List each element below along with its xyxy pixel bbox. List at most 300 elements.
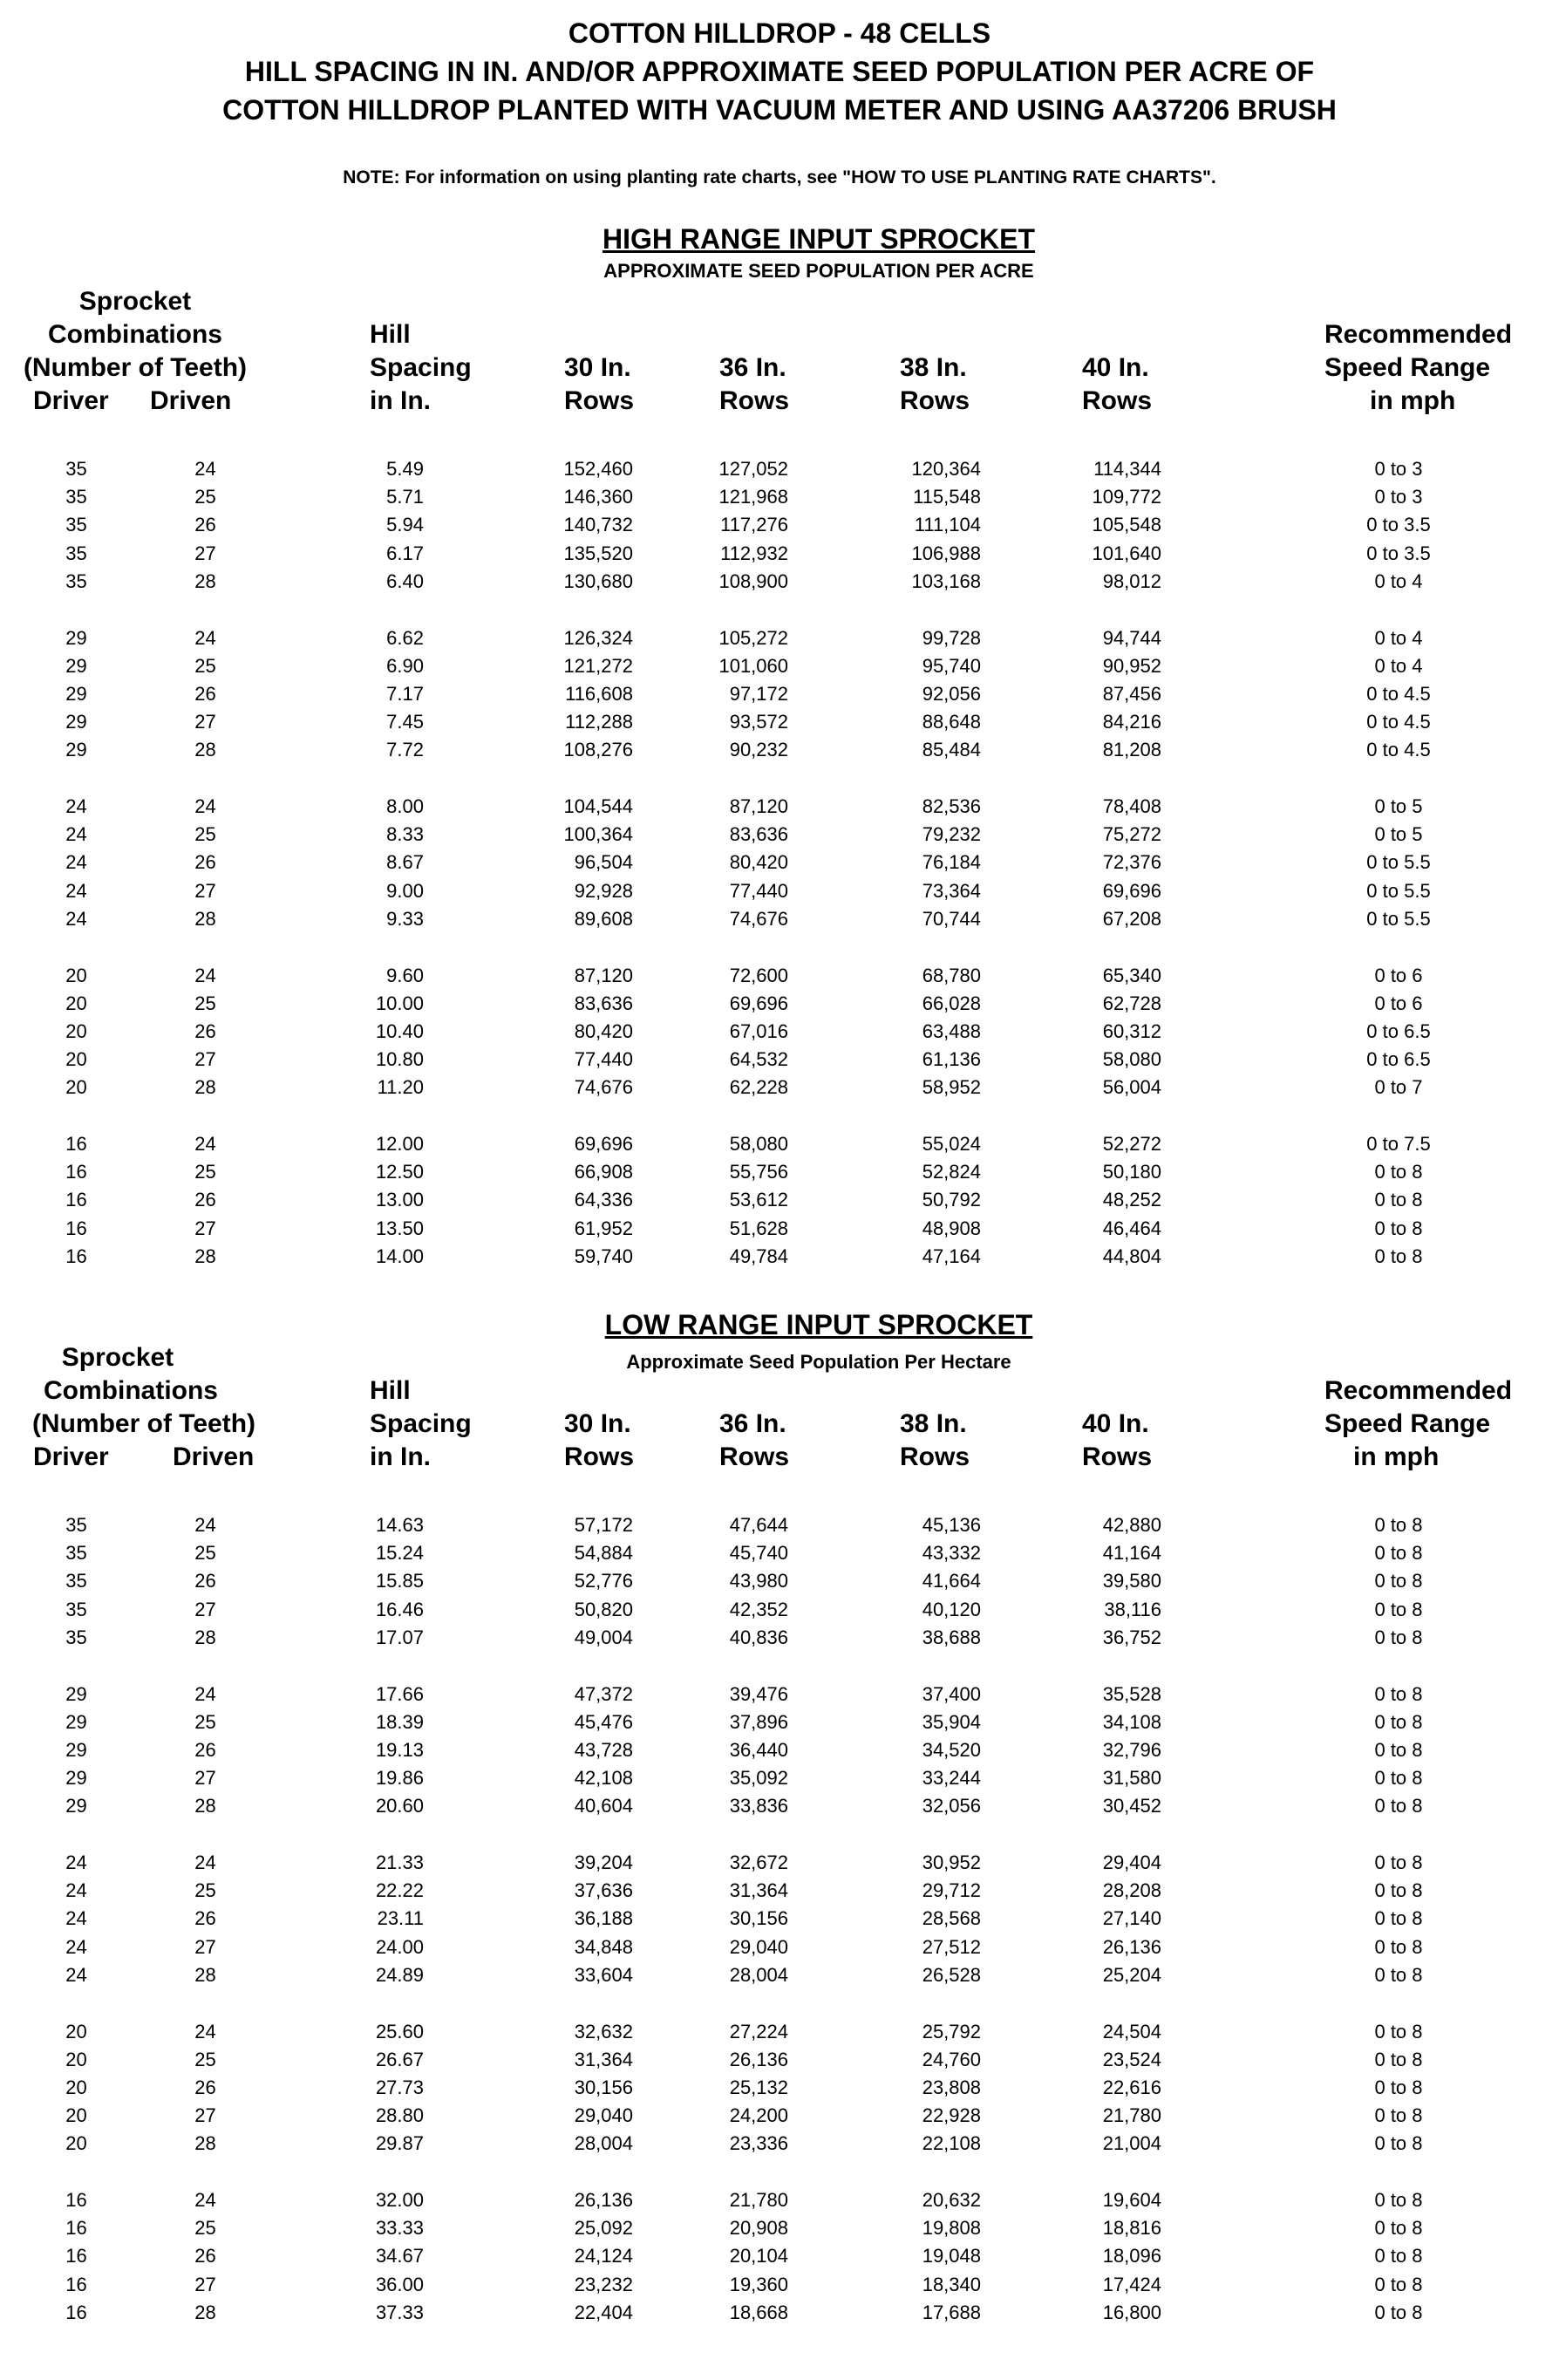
cell-30-rows: 130,680 [563, 569, 633, 592]
cell-driver: 29 [65, 626, 87, 649]
cell-30-rows: 40,604 [574, 1795, 633, 1817]
cell-38-rows: 26,528 [922, 1963, 981, 1986]
cell-38-rows: 23,808 [922, 2076, 981, 2098]
header-recommended: Recommended [1324, 320, 1513, 349]
cell-speed: 0 to 8 [1374, 1626, 1423, 1648]
cell-driven: 26 [194, 2076, 216, 2098]
cell-38-rows: 92,056 [922, 682, 981, 705]
table-row [0, 2018, 1559, 2046]
cell-spacing: 13.00 [375, 1189, 424, 1211]
cell-driver: 29 [65, 711, 87, 733]
cell-36-rows: 35,092 [729, 1767, 788, 1790]
cell-30-rows: 34,848 [574, 1935, 633, 1958]
cell-driver: 35 [65, 542, 87, 564]
table-row [0, 2214, 1559, 2242]
cell-speed: 0 to 8 [1374, 1963, 1423, 1986]
table-row [0, 1511, 1559, 1539]
cell-speed: 0 to 7 [1374, 1076, 1423, 1099]
cell-driver: 20 [65, 964, 87, 986]
cell-driver: 20 [65, 2076, 87, 2098]
cell-driven: 25 [194, 992, 216, 1014]
cell-driven: 27 [194, 2273, 216, 2295]
header-36-rows: Rows [719, 1442, 790, 1471]
cell-driver: 29 [65, 1767, 87, 1790]
cell-spacing: 37.33 [375, 2301, 424, 2323]
cell-speed: 0 to 4 [1374, 654, 1423, 677]
cell-speed: 0 to 8 [1374, 2048, 1423, 2070]
header-spacing: Spacing [370, 353, 472, 382]
cell-30-rows: 45,476 [574, 1710, 633, 1733]
cell-speed: 0 to 8 [1374, 1217, 1423, 1239]
cell-driven: 28 [194, 569, 216, 592]
cell-spacing: 7.45 [386, 711, 424, 733]
table-row [0, 511, 1559, 539]
cell-36-rows: 112,932 [720, 542, 788, 564]
cell-speed: 0 to 5.5 [1366, 851, 1431, 874]
cell-36-rows: 87,120 [729, 795, 788, 817]
cell-speed: 0 to 8 [1374, 1738, 1423, 1761]
table-row [0, 1243, 1559, 1271]
table-row [0, 1961, 1559, 1989]
table-row [0, 1539, 1559, 1567]
table-row [0, 2074, 1559, 2102]
cell-driven: 26 [194, 1570, 216, 1592]
cell-38-rows: 33,244 [922, 1767, 981, 1790]
cell-spacing: 15.85 [375, 1570, 424, 1592]
cell-driver: 35 [65, 569, 87, 592]
cell-driven: 26 [194, 682, 216, 705]
cell-speed: 0 to 8 [1374, 2076, 1423, 2098]
header-combinations: Combinations [48, 320, 222, 349]
table-row [0, 2242, 1559, 2270]
cell-speed: 0 to 7.5 [1366, 1133, 1431, 1155]
cell-driven: 25 [194, 1161, 216, 1183]
cell-40-rows: 101,640 [1092, 542, 1161, 564]
cell-38-rows: 22,928 [922, 2104, 981, 2127]
header-combinations: Combinations [44, 1376, 218, 1405]
cell-driven: 28 [194, 2301, 216, 2323]
cell-driven: 28 [194, 1076, 216, 1099]
cell-40-rows: 32,796 [1102, 1738, 1161, 1761]
table-row [0, 652, 1559, 680]
cell-speed: 0 to 3 [1374, 458, 1423, 480]
cell-spacing: 8.33 [386, 823, 424, 846]
header-30-rows: Rows [564, 386, 635, 415]
cell-30-rows: 43,728 [574, 1738, 633, 1761]
cell-driven: 27 [194, 1048, 216, 1071]
table-row [0, 962, 1559, 990]
cell-driver: 20 [65, 2048, 87, 2070]
cell-36-rows: 24,200 [729, 2104, 788, 2127]
cell-speed: 0 to 3.5 [1366, 542, 1431, 564]
cell-driver: 29 [65, 1682, 87, 1705]
cell-driven: 25 [194, 1879, 216, 1902]
cell-30-rows: 54,884 [574, 1542, 633, 1565]
cell-spacing: 8.67 [386, 851, 424, 874]
cell-38-rows: 19,808 [922, 2217, 981, 2240]
cell-36-rows: 23,336 [729, 2132, 788, 2155]
cell-36-rows: 121,968 [718, 486, 788, 508]
cell-speed: 0 to 4 [1374, 569, 1423, 592]
cell-38-rows: 35,904 [922, 1710, 981, 1733]
cell-driven: 28 [194, 1795, 216, 1817]
header-number-of-teeth: (Number of Teeth) [23, 353, 248, 382]
table-row [0, 2186, 1559, 2214]
table-row [0, 540, 1559, 568]
cell-driven: 24 [194, 964, 216, 986]
cell-36-rows: 55,756 [729, 1161, 788, 1183]
cell-40-rows: 35,528 [1102, 1682, 1161, 1705]
cell-40-rows: 48,252 [1102, 1189, 1161, 1211]
cell-speed: 0 to 8 [1374, 1542, 1423, 1565]
cell-38-rows: 29,712 [922, 1879, 981, 1902]
cell-speed: 0 to 8 [1374, 2273, 1423, 2295]
cell-speed: 0 to 5 [1374, 823, 1423, 846]
cell-spacing: 14.63 [375, 1514, 424, 1536]
cell-driven: 27 [194, 1217, 216, 1239]
cell-driver: 29 [65, 682, 87, 705]
cell-30-rows: 59,740 [574, 1245, 633, 1267]
cell-spacing: 9.60 [386, 964, 424, 986]
table-row [0, 483, 1559, 511]
cell-driver: 24 [65, 1907, 87, 1930]
table-row [0, 1158, 1559, 1186]
cell-spacing: 5.94 [386, 514, 424, 536]
cell-38-rows: 79,232 [922, 823, 981, 846]
cell-driver: 16 [65, 2189, 87, 2211]
cell-driven: 24 [194, 1682, 216, 1705]
cell-spacing: 17.66 [375, 1682, 424, 1705]
cell-driven: 25 [194, 486, 216, 508]
cell-30-rows: 49,004 [574, 1626, 633, 1648]
cell-36-rows: 20,908 [729, 2217, 788, 2240]
cell-38-rows: 25,792 [922, 2020, 981, 2042]
cell-38-rows: 103,168 [911, 569, 981, 592]
cell-speed: 0 to 3.5 [1366, 514, 1431, 536]
header-sprocket: Sprocket [61, 1343, 174, 1372]
cell-spacing: 10.80 [375, 1048, 424, 1071]
table-row [0, 2130, 1559, 2158]
cell-40-rows: 67,208 [1102, 907, 1161, 930]
cell-38-rows: 22,108 [922, 2132, 981, 2155]
cell-36-rows: 97,172 [729, 682, 788, 705]
cell-38-rows: 41,664 [922, 1570, 981, 1592]
cell-36-rows: 69,696 [729, 992, 788, 1014]
cell-30-rows: 22,404 [574, 2301, 633, 2323]
cell-30-rows: 23,232 [574, 2273, 633, 2295]
table-row [0, 708, 1559, 736]
header-driver: Driver [33, 1442, 109, 1471]
cell-driver: 29 [65, 654, 87, 677]
cell-driven: 27 [194, 711, 216, 733]
cell-40-rows: 90,952 [1102, 654, 1161, 677]
cell-36-rows: 62,228 [729, 1076, 788, 1099]
cell-38-rows: 34,520 [922, 1738, 981, 1761]
cell-38-rows: 82,536 [922, 795, 981, 817]
cell-spacing: 9.33 [386, 907, 424, 930]
cell-38-rows: 88,648 [922, 711, 981, 733]
cell-38-rows: 19,048 [922, 2245, 981, 2267]
cell-38-rows: 18,340 [922, 2273, 981, 2295]
cell-driven: 28 [194, 1626, 216, 1648]
cell-spacing: 11.20 [377, 1076, 424, 1099]
cell-spacing: 9.00 [386, 879, 424, 902]
cell-spacing: 5.49 [386, 458, 424, 480]
cell-40-rows: 52,272 [1102, 1133, 1161, 1155]
header-36-rows: Rows [719, 386, 790, 415]
cell-40-rows: 114,344 [1093, 458, 1161, 480]
header-driver: Driver [33, 386, 109, 415]
cell-spacing: 17.07 [375, 1626, 424, 1648]
cell-driver: 20 [65, 1020, 87, 1042]
cell-36-rows: 28,004 [729, 1963, 788, 1986]
cell-36-rows: 83,636 [729, 823, 788, 846]
cell-spacing: 26.67 [375, 2048, 424, 2070]
table-row [0, 793, 1559, 821]
cell-30-rows: 37,636 [574, 1879, 633, 1902]
cell-30-rows: 52,776 [574, 1570, 633, 1592]
table-row [0, 1018, 1559, 1046]
cell-30-rows: 28,004 [574, 2132, 633, 2155]
table-row [0, 455, 1559, 483]
cell-driver: 24 [65, 1963, 87, 1986]
cell-driven: 26 [194, 1907, 216, 1930]
cell-driven: 25 [194, 654, 216, 677]
cell-40-rows: 18,816 [1102, 2217, 1161, 2240]
cell-driver: 16 [65, 1217, 87, 1239]
cell-30-rows: 32,632 [574, 2020, 633, 2042]
cell-spacing: 5.71 [386, 486, 424, 508]
cell-driven: 24 [194, 2020, 216, 2042]
cell-30-rows: 33,604 [574, 1963, 633, 1986]
cell-driver: 20 [65, 1048, 87, 1071]
cell-spacing: 6.62 [386, 626, 424, 649]
cell-driver: 24 [65, 1851, 87, 1873]
cell-spacing: 33.33 [375, 2217, 424, 2240]
cell-38-rows: 58,952 [922, 1076, 981, 1099]
cell-30-rows: 69,696 [574, 1133, 633, 1155]
cell-speed: 0 to 4.5 [1366, 711, 1431, 733]
cell-30-rows: 83,636 [574, 992, 633, 1014]
cell-driver: 29 [65, 1710, 87, 1733]
cell-speed: 0 to 8 [1374, 1514, 1423, 1536]
cell-30-rows: 100,364 [563, 823, 633, 846]
cell-speed: 0 to 6 [1374, 964, 1423, 986]
cell-speed: 0 to 8 [1374, 2132, 1423, 2155]
cell-30-rows: 50,820 [574, 1598, 633, 1620]
cell-driver: 35 [65, 1598, 87, 1620]
cell-40-rows: 62,728 [1102, 992, 1161, 1014]
header-40-rows: Rows [1082, 386, 1153, 415]
cell-36-rows: 49,784 [729, 1245, 788, 1267]
cell-40-rows: 60,312 [1102, 1020, 1161, 1042]
cell-spacing: 12.00 [375, 1133, 424, 1155]
cell-spacing: 22.22 [375, 1879, 424, 1902]
cell-spacing: 20.60 [375, 1795, 424, 1817]
cell-driven: 27 [194, 542, 216, 564]
cell-38-rows: 68,780 [922, 964, 981, 986]
cell-driver: 20 [65, 2104, 87, 2127]
cell-40-rows: 50,180 [1102, 1161, 1161, 1183]
cell-spacing: 6.40 [386, 569, 424, 592]
table-row [0, 2299, 1559, 2327]
cell-spacing: 18.39 [375, 1710, 424, 1733]
cell-36-rows: 72,600 [729, 964, 788, 986]
header-40-rows: Rows [1082, 1442, 1153, 1471]
table-row [0, 1905, 1559, 1933]
cell-speed: 0 to 5.5 [1366, 907, 1431, 930]
cell-driven: 24 [194, 1851, 216, 1873]
page-title-line-1: COTTON HILLDROP - 48 CELLS [568, 17, 991, 49]
cell-38-rows: 38,688 [922, 1626, 981, 1648]
cell-30-rows: 29,040 [574, 2104, 633, 2127]
cell-driver: 16 [65, 2245, 87, 2267]
table-row [0, 1849, 1559, 1877]
table-row [0, 1764, 1559, 1792]
cell-speed: 0 to 4 [1374, 626, 1423, 649]
cell-spacing: 13.50 [375, 1217, 424, 1239]
cell-38-rows: 20,632 [922, 2189, 981, 2211]
cell-36-rows: 101,060 [718, 654, 788, 677]
table-row [0, 1567, 1559, 1595]
cell-driven: 27 [194, 2104, 216, 2127]
cell-driver: 16 [65, 2301, 87, 2323]
cell-driven: 28 [194, 907, 216, 930]
table-row [0, 1736, 1559, 1764]
cell-speed: 0 to 8 [1374, 1851, 1423, 1873]
section-title-high: HIGH RANGE INPUT SPROCKET [602, 223, 1036, 255]
cell-36-rows: 108,900 [718, 569, 788, 592]
cell-driven: 27 [194, 1598, 216, 1620]
cell-30-rows: 39,204 [574, 1851, 633, 1873]
cell-spacing: 25.60 [375, 2020, 424, 2042]
cell-30-rows: 77,440 [574, 1048, 633, 1071]
cell-30-rows: 126,324 [563, 626, 633, 649]
cell-38-rows: 115,548 [913, 486, 981, 508]
header-recommended: Recommended [1324, 1376, 1513, 1405]
cell-38-rows: 17,688 [922, 2301, 981, 2323]
cell-driver: 20 [65, 1076, 87, 1099]
cell-38-rows: 37,400 [922, 1682, 981, 1705]
cell-36-rows: 37,896 [729, 1710, 788, 1733]
cell-38-rows: 106,988 [911, 542, 981, 564]
cell-38-rows: 50,792 [922, 1189, 981, 1211]
section-subtitle-high: APPROXIMATE SEED POPULATION PER ACRE [603, 260, 1034, 282]
table-row [0, 1074, 1559, 1101]
cell-30-rows: 42,108 [574, 1767, 633, 1790]
cell-speed: 0 to 8 [1374, 1570, 1423, 1592]
cell-30-rows: 66,908 [574, 1161, 633, 1183]
cell-40-rows: 21,004 [1102, 2132, 1161, 2155]
cell-spacing: 24.00 [375, 1935, 424, 1958]
table-row [0, 1046, 1559, 1074]
header-number-of-teeth: (Number of Teeth) [31, 1409, 256, 1438]
cell-speed: 0 to 8 [1374, 2217, 1423, 2240]
cell-speed: 0 to 8 [1374, 2189, 1423, 2211]
cell-30-rows: 74,676 [574, 1076, 633, 1099]
cell-speed: 0 to 8 [1374, 1598, 1423, 1620]
cell-36-rows: 31,364 [729, 1879, 788, 1902]
cell-38-rows: 111,104 [914, 514, 981, 536]
section-subtitle-low: Approximate Seed Population Per Hectare [626, 1351, 1011, 1373]
cell-36-rows: 74,676 [729, 907, 788, 930]
header-30-rows: Rows [564, 1442, 635, 1471]
header-in-mph: in mph [1353, 1442, 1440, 1471]
cell-30-rows: 92,928 [574, 879, 633, 902]
cell-spacing: 27.73 [375, 2076, 424, 2098]
table-row [0, 1130, 1559, 1158]
cell-38-rows: 40,120 [922, 1598, 981, 1620]
table-row [0, 1596, 1559, 1624]
cell-spacing: 28.80 [375, 2104, 424, 2127]
cell-30-rows: 89,608 [574, 907, 633, 930]
cell-40-rows: 94,744 [1102, 626, 1161, 649]
cell-30-rows: 121,272 [563, 654, 633, 677]
cell-driver: 24 [65, 879, 87, 902]
cell-speed: 0 to 8 [1374, 1767, 1423, 1790]
cell-driven: 25 [194, 823, 216, 846]
cell-40-rows: 58,080 [1102, 1048, 1161, 1071]
cell-driver: 16 [65, 1189, 87, 1211]
cell-40-rows: 21,780 [1102, 2104, 1161, 2127]
cell-38-rows: 45,136 [922, 1514, 981, 1536]
cell-driver: 24 [65, 823, 87, 846]
header-40-in: 40 In. [1082, 1409, 1149, 1438]
cell-40-rows: 81,208 [1102, 739, 1161, 761]
cell-40-rows: 34,108 [1102, 1710, 1161, 1733]
cell-driver: 29 [65, 1795, 87, 1817]
cell-30-rows: 30,156 [574, 2076, 633, 2098]
header-driven: Driven [173, 1442, 255, 1471]
cell-38-rows: 76,184 [922, 851, 981, 874]
cell-38-rows: 28,568 [922, 1907, 981, 1930]
cell-30-rows: 25,092 [574, 2217, 633, 2240]
cell-36-rows: 90,232 [729, 739, 788, 761]
cell-driver: 24 [65, 795, 87, 817]
cell-38-rows: 52,824 [922, 1161, 981, 1183]
header-in-mph: in mph [1370, 386, 1456, 415]
cell-speed: 0 to 4.5 [1366, 739, 1431, 761]
cell-40-rows: 29,404 [1102, 1851, 1161, 1873]
cell-driven: 27 [194, 879, 216, 902]
table-row [0, 905, 1559, 933]
table-row [0, 680, 1559, 708]
cell-driver: 35 [65, 1514, 87, 1536]
cell-38-rows: 120,364 [911, 458, 981, 480]
cell-40-rows: 38,116 [1104, 1598, 1161, 1620]
cell-speed: 0 to 8 [1374, 1935, 1423, 1958]
cell-speed: 0 to 5.5 [1366, 879, 1431, 902]
cell-36-rows: 29,040 [729, 1935, 788, 1958]
cell-speed: 0 to 8 [1374, 1879, 1423, 1902]
cell-38-rows: 70,744 [922, 907, 981, 930]
table-row [0, 877, 1559, 905]
table-row [0, 1877, 1559, 1905]
cell-38-rows: 47,164 [922, 1245, 981, 1267]
cell-spacing: 8.00 [386, 795, 424, 817]
cell-driven: 24 [194, 1133, 216, 1155]
cell-driver: 16 [65, 1245, 87, 1267]
cell-driver: 16 [65, 2217, 87, 2240]
cell-driven: 26 [194, 1189, 216, 1211]
cell-speed: 0 to 8 [1374, 2301, 1423, 2323]
cell-spacing: 32.00 [375, 2189, 424, 2211]
cell-spacing: 19.13 [375, 1738, 424, 1761]
cell-speed: 0 to 8 [1374, 2245, 1423, 2267]
cell-driver: 20 [65, 992, 87, 1014]
header-38-in: 38 In. [900, 353, 967, 382]
table-row [0, 990, 1559, 1018]
